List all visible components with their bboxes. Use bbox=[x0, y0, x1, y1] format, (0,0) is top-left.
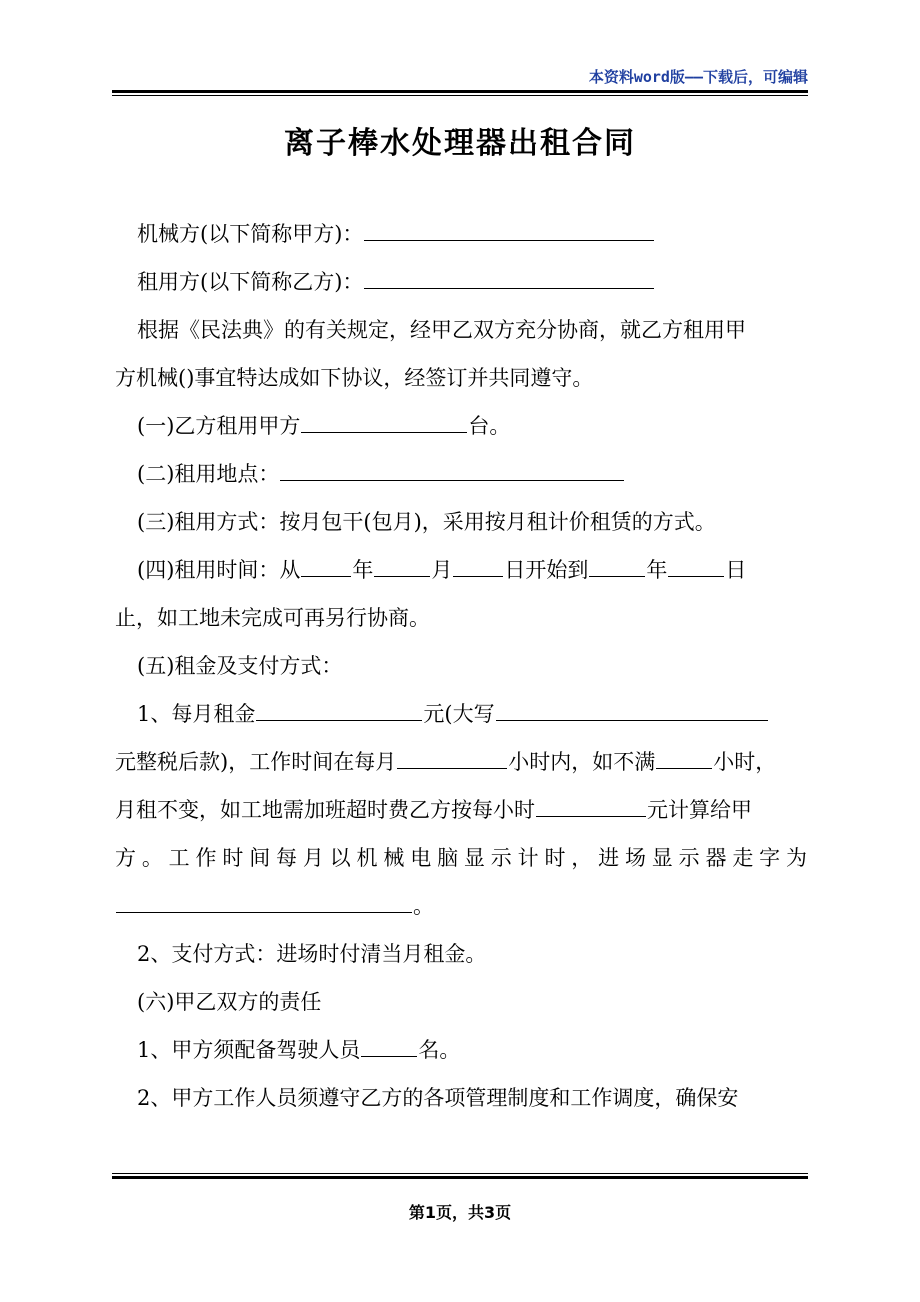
item2-line bbox=[115, 450, 807, 498]
item2-label: (二)租用地点： bbox=[137, 462, 280, 486]
rent-line-4: 方。工作时间每月以机械电脑显示计时，进场显示器走字为 bbox=[115, 846, 807, 870]
payment-line: 2、支付方式：进场时付清当月租金。 bbox=[137, 942, 487, 966]
document-title: 离子棒水处理器出租合同 bbox=[284, 126, 636, 161]
party-b-blank[interactable] bbox=[364, 268, 654, 289]
rent-line-2 bbox=[115, 738, 807, 786]
meter-reading-blank[interactable] bbox=[116, 892, 412, 913]
header-note: 本资料word版——下载后，可编辑 bbox=[588, 68, 808, 86]
monthly-rent-blank[interactable] bbox=[256, 700, 422, 721]
footer-rule bbox=[112, 1173, 808, 1179]
item1-blank[interactable] bbox=[301, 412, 467, 433]
start-year-blank[interactable] bbox=[301, 556, 351, 577]
end-label: 日 bbox=[725, 558, 747, 582]
year-label: 年 bbox=[352, 558, 374, 582]
item4-cont-line: 止，如工地未完成可再另行协商。 bbox=[115, 606, 430, 630]
party-a-label: 机械方(以下简称甲方)： bbox=[137, 222, 364, 246]
under-hours-label: 小时内，如不满 bbox=[508, 750, 656, 774]
rent-line-1 bbox=[115, 690, 807, 738]
end-day-blank[interactable] bbox=[668, 556, 724, 577]
month-label: 月 bbox=[431, 558, 453, 582]
intro-line-1: 根据《民法典》的有关规定，经甲乙双方充分协商，就乙方租用甲 bbox=[137, 318, 746, 342]
overtime-unit: 元计算给甲 bbox=[647, 798, 752, 822]
party-a-blank[interactable] bbox=[364, 220, 654, 241]
rent-line-3 bbox=[115, 786, 807, 834]
drivers-label: 1、甲方须配备驾驶人员 bbox=[137, 1038, 361, 1062]
drivers-count-blank[interactable] bbox=[361, 1036, 417, 1057]
end-year-blank[interactable] bbox=[589, 556, 645, 577]
year2-label: 年 bbox=[646, 558, 668, 582]
start-to-label: 日开始到 bbox=[504, 558, 589, 582]
work-hours-label: 元整税后款)，工作时间在每月 bbox=[115, 750, 397, 774]
rent-capital-blank[interactable] bbox=[496, 700, 768, 721]
overtime-rate-blank[interactable] bbox=[536, 796, 646, 817]
duty-line-1 bbox=[115, 1026, 807, 1074]
overtime-label: 月租不变，如工地需加班超时费乙方按每小时 bbox=[115, 798, 535, 822]
item4-line bbox=[115, 546, 807, 594]
item2-blank[interactable] bbox=[280, 460, 624, 481]
hours-unit: 小时， bbox=[713, 750, 777, 774]
item6-line: (六)甲乙双方的责任 bbox=[137, 990, 322, 1014]
header-rule bbox=[112, 90, 808, 96]
page-number: 第1页，共3页 bbox=[408, 1203, 512, 1222]
start-month-blank[interactable] bbox=[374, 556, 430, 577]
document-body bbox=[115, 210, 807, 1122]
duty-line-2: 2、甲方工作人员须遵守乙方的各项管理制度和工作调度，确保安 bbox=[137, 1086, 739, 1110]
item4-label: (四)租用时间：从 bbox=[137, 558, 301, 582]
rent-capital-label: 元(大写 bbox=[423, 702, 495, 726]
work-hours-blank[interactable] bbox=[397, 748, 507, 769]
intro-line-2: 方机械()事宜特达成如下协议，经签订并共同遵守。 bbox=[115, 366, 594, 390]
item3-line: (三)租用方式：按月包干(包月)，采用按月租计价租赁的方式。 bbox=[137, 510, 716, 534]
party-a-line bbox=[115, 210, 807, 258]
meter-reading-end: 。 bbox=[413, 894, 434, 918]
party-b-label: 租用方(以下简称乙方)： bbox=[137, 270, 364, 294]
drivers-unit: 名。 bbox=[418, 1038, 461, 1062]
under-hours-blank[interactable] bbox=[656, 748, 712, 769]
party-b-line bbox=[115, 258, 807, 306]
start-day-blank[interactable] bbox=[453, 556, 503, 577]
item1-label: (一)乙方租用甲方 bbox=[137, 414, 301, 438]
item1-line bbox=[115, 402, 807, 450]
item5-line: (五)租金及支付方式： bbox=[137, 654, 343, 678]
monthly-rent-label: 1、每月租金 bbox=[137, 702, 256, 726]
item1-unit: 台。 bbox=[468, 414, 511, 438]
rent-line-5 bbox=[115, 882, 807, 930]
